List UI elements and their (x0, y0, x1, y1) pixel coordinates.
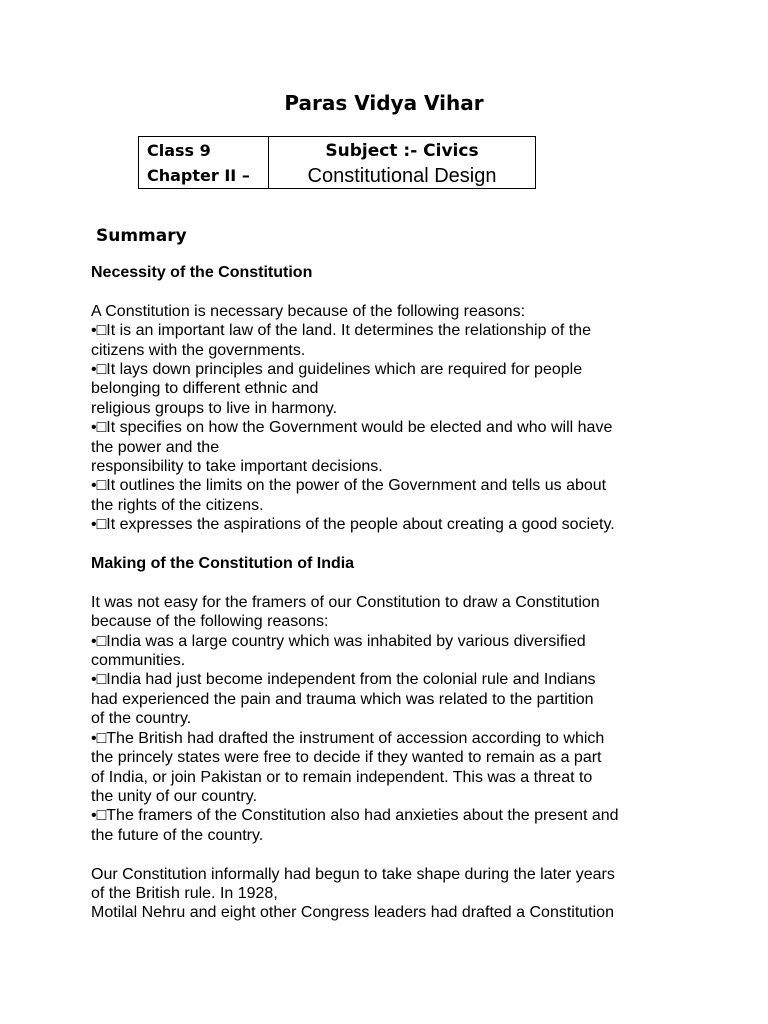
class-chapter-cell (139, 137, 269, 189)
text-line: the power and the (91, 438, 220, 456)
bullet-line: •□It specifies on how the Government would be elected and who will have (91, 419, 613, 437)
section-heading-making: Making of the Constitution of India (91, 555, 355, 573)
text-line: Motilal Nehru and eight other Congress leaders had drafted a Constitution (91, 904, 614, 922)
bullet-line: •□It lays down principles and guidelines which are required for people (91, 361, 583, 379)
bullet-line: •□The framers of the Constitution also had anxieties about the present and (91, 807, 619, 825)
bullet-line: •□It is an important law of the land. It determines the relationship of the (91, 322, 591, 340)
text-line: communities. (91, 652, 186, 670)
bullet-line: •□India was a large country which was inhabited by various diversified (91, 632, 586, 650)
section-body-necessity (91, 302, 691, 535)
summary-heading: Summary (96, 226, 187, 246)
text-line: the princely states were free to decide if they wanted to remain as a part (91, 749, 602, 767)
closing-paragraph (91, 865, 691, 923)
subject-cell (269, 137, 536, 189)
text-line: the unity of our country. (91, 787, 258, 805)
text-line: citizens with the governments. (91, 341, 306, 359)
text-line: the future of the country. (91, 826, 264, 844)
section-heading-necessity: Necessity of the Constitution (91, 264, 313, 281)
text-line: had experienced the pain and trauma which was related to the partition (91, 690, 594, 708)
document-body (91, 263, 691, 923)
text-line: Our Constitution informally had begun to take shape during the later years (91, 865, 615, 883)
header-table (138, 136, 536, 189)
paragraph-spacer (91, 845, 691, 864)
text-line: of the country. (91, 710, 192, 728)
class-label: Class 9 (147, 141, 211, 160)
subject-label: Subject :- Civics (325, 141, 479, 161)
text-line: belonging to different ethnic and (91, 380, 319, 398)
text-line: A Constitution is necessary because of the following reasons: (91, 302, 526, 320)
text-line: of the British rule. In 1928, (91, 884, 278, 902)
chapter-label: Chapter II – (147, 166, 250, 185)
text-line: the rights of the citizens. (91, 496, 264, 514)
text-line: responsibility to take important decisions. (91, 458, 383, 476)
chapter-title: Constitutional Design (307, 165, 497, 187)
bullet-line: •□India had just become independent from the colonial rule and Indians (91, 671, 596, 689)
text-line: because of the following reasons: (91, 613, 329, 631)
text-line: religious groups to live in harmony. (91, 399, 338, 417)
text-line: It was not easy for the framers of our Constitution to draw a Constitution (91, 593, 600, 611)
paragraph-spacer (91, 535, 691, 554)
school-title: Paras Vidya Vihar (284, 91, 484, 115)
text-line: of India, or join Pakistan or to remain independent. This was a threat to (91, 768, 593, 786)
bullet-line: •□It outlines the limits on the power of the Government and tells us about (91, 477, 607, 495)
bullet-line: •□It expresses the aspirations of the people about creating a good society. (91, 516, 615, 534)
section-body-making (91, 593, 691, 845)
bullet-line: •□The British had drafted the instrument of accession according to which (91, 729, 605, 747)
